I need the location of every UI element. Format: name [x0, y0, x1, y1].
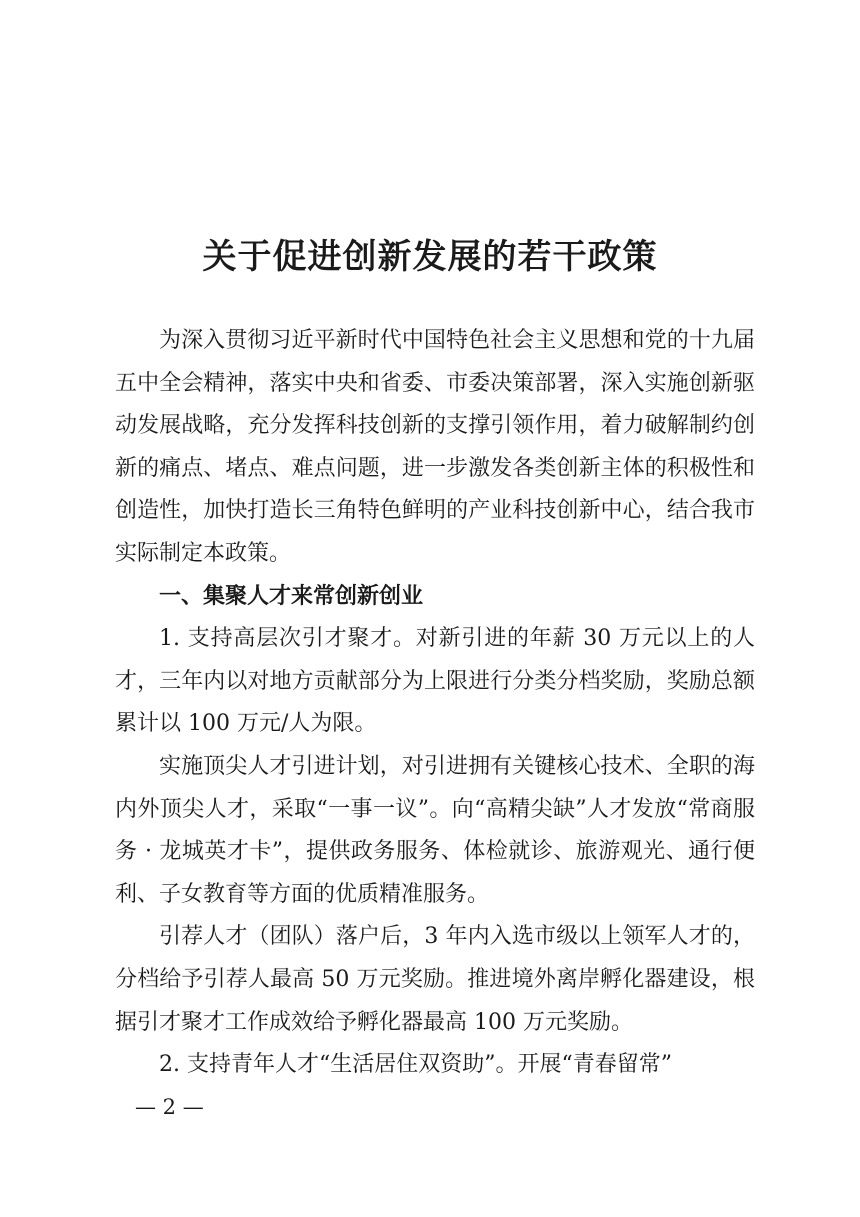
document-title: 关于促进创新发展的若干政策 [202, 237, 658, 277]
page-number: — 2 — [135, 1095, 204, 1119]
intro-paragraph: 为深入贯彻习近平新时代中国特色社会主义思想和党的十九届五中全会精神，落实中央和省委、市委决策部署，深入实施创新驱动发展战略，充分发挥科技创新的支撑引领作用，着力破解制约创新的痛点、堵点、难点问题，进一步激发各类创新主体的积极性和创造性，加快打造长三角特色鲜明的产业科技创新中心，结合我市实际制定本政策。 [115, 328, 755, 566]
section-heading: 一、集聚人才来常创新创业 [159, 583, 424, 609]
policy-paragraph: 2. 支持青年人才“生活居住双资助”。开展“青春留常” [159, 1052, 672, 1078]
policy-paragraph: 引荐人才（团队）落户后，3 年内入选市级以上领军人才的，分档给予引荐人最高 50 万元奖励。推进境外离岸孵化器建设，根据引才聚才工作成效给予孵化器最高 100 万元奖励。 [115, 924, 755, 1035]
policy-paragraph: 1. 支持高层次引才聚才。对新引进的年薪 30 万元以上的人才，三年内以对地方贡献部分为上限进行分类分档奖励，奖励总额累计以 100 万元/人为限。 [115, 626, 755, 737]
document-body [115, 320, 755, 1087]
policy-paragraph: 实施顶尖人才引进计划，对引进拥有关键核心技术、全职的海内外顶尖人才，采取“一事一议”。向“高精尖缺”人才发放“常商服务 · 龙城英才卡”，提供政务服务、体检就诊、旅游观光、通行便利、子女教育等方面的优质精准服务。 [115, 753, 755, 907]
